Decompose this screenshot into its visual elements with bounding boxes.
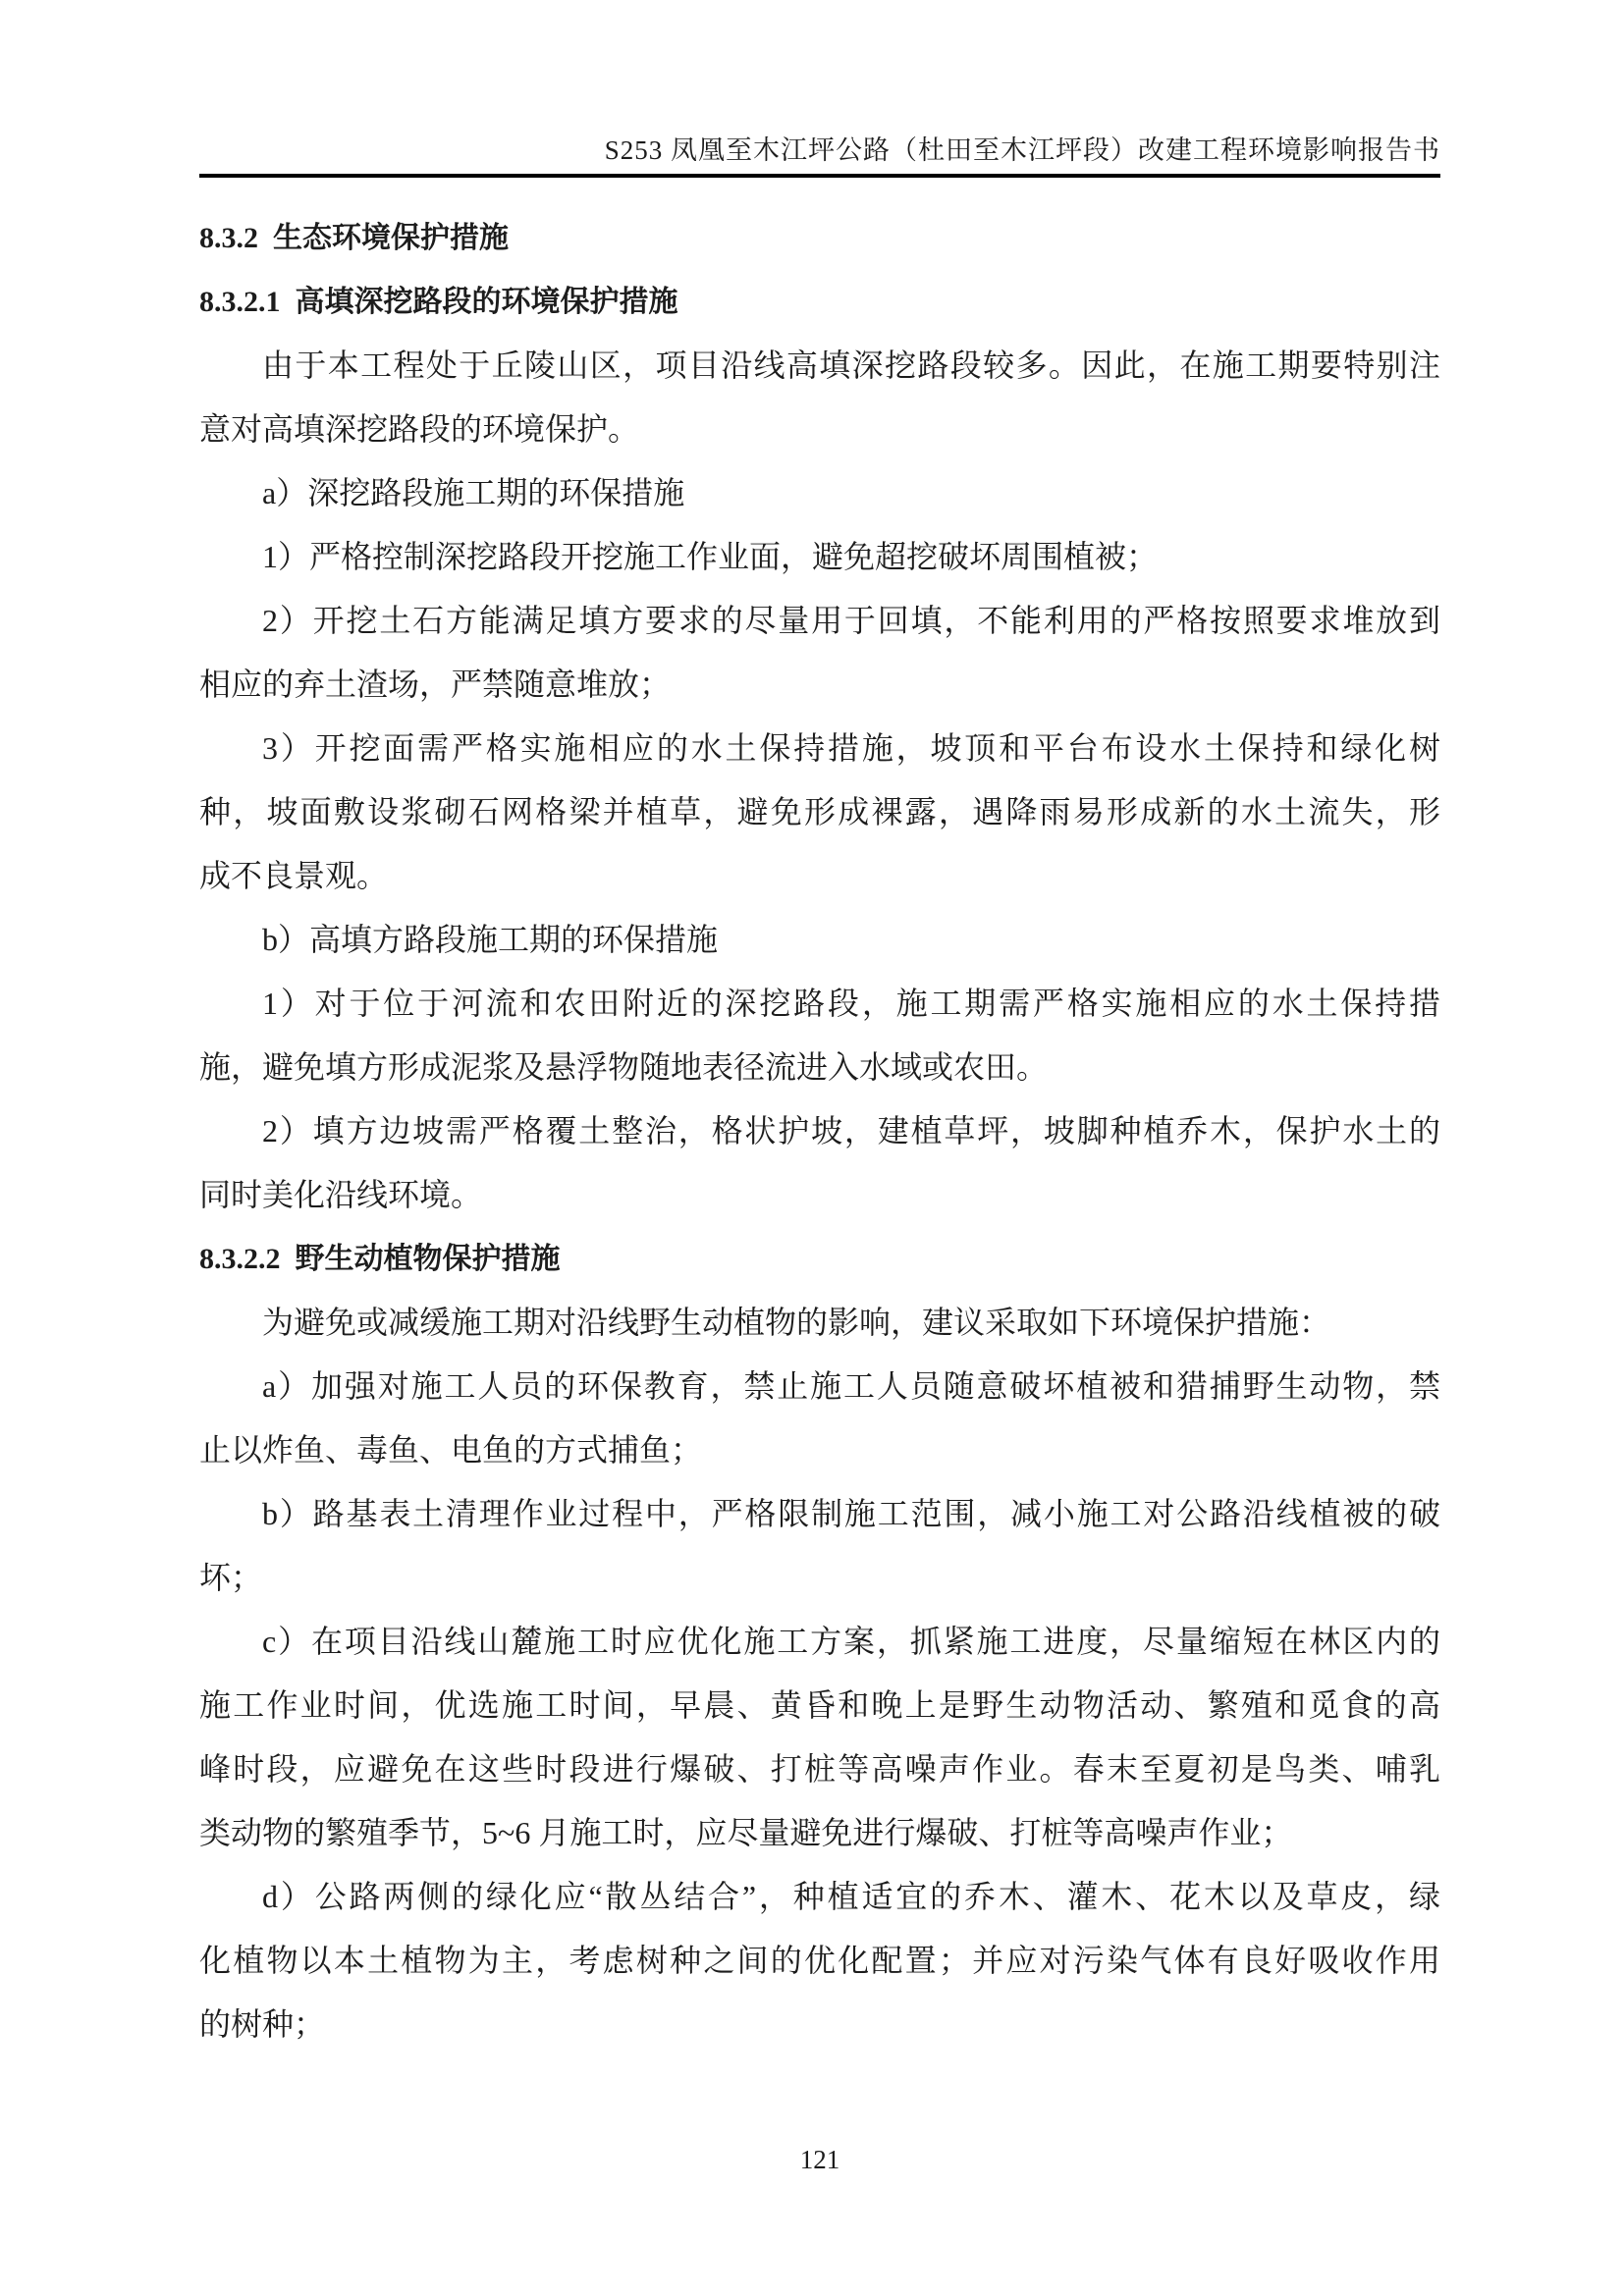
section-heading: 8.3.2 生态环境保护措施	[199, 222, 509, 254]
paragraph-line: 为避免或减缓施工期对沿线野生动植物的影响，建议采取如下环境保护措施：	[262, 1305, 1331, 1340]
section-heading: 8.3.2.2 野生动植物保护措施	[199, 1243, 561, 1275]
paragraph-line: 2）开挖土石方能满足填方要求的尽量用于回填，不能利用的严格按照要求堆放到	[262, 603, 1440, 638]
paragraph-line: d）公路两侧的绿化应“散丛结合”，种植适宜的乔木、灌木、花木以及草皮，绿	[262, 1879, 1440, 1914]
section-heading: 8.3.2.1 高填深挖路段的环境保护措施	[199, 286, 678, 318]
paragraph-line: c）在项目沿线山麓施工时应优化施工方案，抓紧施工进度，尽量缩短在林区内的	[262, 1624, 1440, 1659]
paragraph-line: b）高填方路段施工期的环保措施	[262, 922, 719, 957]
paragraph-line: 1）对于位于河流和农田附近的深挖路段，施工期需严格实施相应的水土保持措	[262, 986, 1440, 1021]
paragraph-line: 相应的弃土渣场，严禁随意堆放；	[199, 667, 672, 702]
header-rule	[199, 174, 1440, 178]
paragraph-line: 种，坡面敷设浆砌石网格梁并植草，避免形成裸露，遇降雨易形成新的水土流失，形	[199, 794, 1440, 829]
page-footer	[199, 2145, 1440, 2174]
paragraph-line: a）加强对施工人员的环保教育，禁止施工人员随意破坏植被和猎捕野生动物，禁	[262, 1368, 1440, 1404]
paragraph-line: 由于本工程处于丘陵山区，项目沿线高填深挖路段较多。因此，在施工期要特别注	[262, 347, 1440, 383]
paragraph-line: 类动物的繁殖季节，5~6 月施工时，应尽量避免进行爆破、打桩等高噪声作业；	[199, 1815, 1293, 1850]
paragraph-line: 坏；	[199, 1560, 263, 1595]
document-body	[199, 206, 1440, 2056]
header-title: S253 凤凰至木江坪公路（杜田至木江坪段）改建工程环境影响报告书	[604, 135, 1440, 165]
paragraph-line: 1）严格控制深挖路段开挖施工作业面，避免超挖破坏周围植被；	[262, 539, 1159, 574]
paragraph-line: a）深挖路段施工期的环保措施	[262, 475, 685, 510]
paragraph-line: 3）开挖面需严格实施相应的水土保持措施，坡顶和平台布设水土保持和绿化树	[262, 730, 1440, 766]
paragraph-line: 同时美化沿线环境。	[199, 1177, 483, 1212]
page-number: 121	[799, 2145, 840, 2174]
page-header	[199, 0, 1440, 178]
paragraph-line: 施，避免填方形成泥浆及悬浮物随地表径流进入水域或农田。	[199, 1049, 1049, 1085]
paragraph-line: 化植物以本土植物为主，考虑树种之间的优化配置；并应对污染气体有良好吸收作用	[199, 1943, 1440, 1978]
paragraph-line: 的树种；	[199, 2006, 326, 2042]
paragraph-line: 施工作业时间，优选施工时间，早晨、黄昏和晚上是野生动物活动、繁殖和觅食的高	[199, 1687, 1440, 1723]
paragraph-line: 成不良景观。	[199, 858, 389, 893]
paragraph-line: 2）填方边坡需严格覆土整治，格状护坡，建植草坪，坡脚种植乔木，保护水土的	[262, 1113, 1440, 1148]
paragraph-line: 峰时段，应避免在这些时段进行爆破、打桩等高噪声作业。春末至夏初是鸟类、哺乳	[199, 1751, 1440, 1787]
paragraph-line: b）路基表土清理作业过程中，严格限制施工范围，减小施工对公路沿线植被的破	[262, 1496, 1440, 1531]
paragraph-line: 止以炸鱼、毒鱼、电鱼的方式捕鱼；	[199, 1432, 703, 1468]
paragraph-line: 意对高填深挖路段的环境保护。	[199, 411, 640, 447]
